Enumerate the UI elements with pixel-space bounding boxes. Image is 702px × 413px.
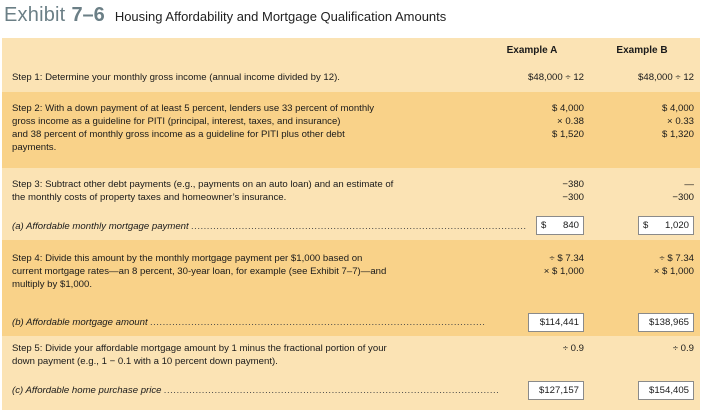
step-4-a-line: ÷ $ 7.34 xyxy=(549,253,584,264)
step-1-row xyxy=(2,62,700,92)
step-4-a-line: × $ 1,000 xyxy=(543,266,584,277)
step-2-label-line: and 38 percent of monthly gross income as a guideline for PITI plus other debt xyxy=(12,129,345,140)
step-3-b-line: — xyxy=(684,179,694,190)
step-3-example-a xyxy=(480,178,584,204)
exhibit-word: Exhibit xyxy=(4,4,66,26)
result-b-label-text: (b) Affordable mortgage amount xyxy=(12,317,148,328)
step-1-example-a: $48,000 ÷ 12 xyxy=(528,72,584,83)
affordability-table xyxy=(2,38,700,410)
exhibit-number: 7–6 xyxy=(71,4,105,26)
result-c-row xyxy=(2,380,700,410)
result-c-value-b: $154,405 xyxy=(638,381,694,400)
leader-dots: .......................................................................................................... xyxy=(150,317,486,328)
step-3-label-line: Step 3: Subtract other debt payments (e.g., payments on an auto loan) and an estimate of xyxy=(12,179,394,190)
step-5-example-b: ÷ 0.9 xyxy=(672,343,694,354)
result-c-label xyxy=(12,384,500,397)
result-a-value-b: 1,020 xyxy=(664,220,689,231)
step-2-example-a xyxy=(480,102,584,141)
result-c-label-text: (c) Affordable home purchase price xyxy=(12,385,162,396)
step-2-row xyxy=(2,92,700,168)
result-b-example-a xyxy=(480,313,584,332)
exhibit-title: Housing Affordability and Mortgage Qualification Amounts xyxy=(114,9,447,24)
result-b-row xyxy=(2,310,700,336)
step-2-label-line: gross income as a guideline for PITI (principal, interest, taxes, and insurance) xyxy=(12,116,341,127)
leader-dots: .......................................................................................................... xyxy=(164,385,500,396)
result-b-value-b: $138,965 xyxy=(638,313,694,332)
result-b-example-b xyxy=(590,313,694,332)
step-3-example-b xyxy=(590,178,694,204)
column-header-example-b: Example B xyxy=(616,45,668,56)
result-a-row xyxy=(2,212,700,240)
result-a-value-a: 840 xyxy=(562,220,579,231)
step-1-example-b: $48,000 ÷ 12 xyxy=(638,72,694,83)
column-header-row xyxy=(2,38,700,62)
step-4-label-line: current mortgage rates—an 8 percent, 30-year loan, for example (see Exhibit 7–7)—and xyxy=(12,266,387,277)
result-b-value-a: $114,441 xyxy=(528,313,584,332)
step-3-row xyxy=(2,168,700,212)
step-5-label-line: Step 5: Divide your affordable mortgage amount by 1 minus the fractional portion of your xyxy=(12,343,387,354)
step-4-example-a xyxy=(480,252,584,278)
result-a-example-b xyxy=(590,216,694,235)
result-a-label xyxy=(12,220,527,233)
step-2-a-line: $ 1,520 xyxy=(551,129,584,140)
result-a-example-a xyxy=(480,216,584,235)
result-c-value-a: $127,157 xyxy=(528,381,584,400)
step-5-label-line: down payment (e.g., 1 − 0.1 with a 10 percent down payment). xyxy=(12,356,278,367)
step-4-b-line: ÷ $ 7.34 xyxy=(659,253,694,264)
step-3-label-line: the monthly costs of property taxes and homeowner’s insurance. xyxy=(12,192,287,203)
step-5-row xyxy=(2,336,700,380)
result-a-label-text: (a) Affordable monthly mortgage payment xyxy=(12,221,189,232)
step-2-example-b xyxy=(590,102,694,141)
step-2-label xyxy=(12,102,374,154)
step-2-label-line: payments. xyxy=(12,142,57,153)
result-b-label xyxy=(12,316,486,329)
step-5-example-a: ÷ 0.9 xyxy=(562,343,584,354)
step-4-label-line: multiply by $1,000. xyxy=(12,279,92,290)
step-1-label: Step 1: Determine your monthly gross income (annual income divided by 12). xyxy=(12,72,340,83)
leader-dots: .......................................................................................................... xyxy=(191,221,527,232)
result-a-box-b xyxy=(638,216,694,235)
step-3-a-line: −300 xyxy=(562,192,584,203)
exhibit-header xyxy=(4,4,446,32)
step-5-label xyxy=(12,342,387,368)
result-a-box-a xyxy=(536,216,584,235)
step-4-label-line: Step 4: Divide this amount by the monthly mortgage payment per $1,000 based on xyxy=(12,253,363,264)
step-2-b-line: $ 4,000 xyxy=(661,103,694,114)
step-4-example-b xyxy=(590,252,694,278)
step-3-b-line: −300 xyxy=(672,192,694,203)
dollar-sign: $ xyxy=(643,220,649,231)
step-4-row xyxy=(2,240,700,310)
step-2-label-line: Step 2: With a down payment of at least 5 percent, lenders use 33 percent of monthly xyxy=(12,103,375,114)
step-2-a-line: $ 4,000 xyxy=(551,103,584,114)
column-header-example-a: Example A xyxy=(506,45,558,56)
step-3-a-line: −380 xyxy=(562,179,584,190)
step-2-b-line: $ 1,320 xyxy=(661,129,694,140)
step-4-b-line: × $ 1,000 xyxy=(653,266,694,277)
step-2-b-line: × 0.33 xyxy=(667,116,694,127)
result-c-example-a xyxy=(480,381,584,400)
step-2-a-line: × 0.38 xyxy=(557,116,584,127)
step-4-label xyxy=(12,252,386,291)
dollar-sign: $ xyxy=(541,220,547,231)
result-c-example-b xyxy=(590,381,694,400)
step-3-label xyxy=(12,178,393,204)
